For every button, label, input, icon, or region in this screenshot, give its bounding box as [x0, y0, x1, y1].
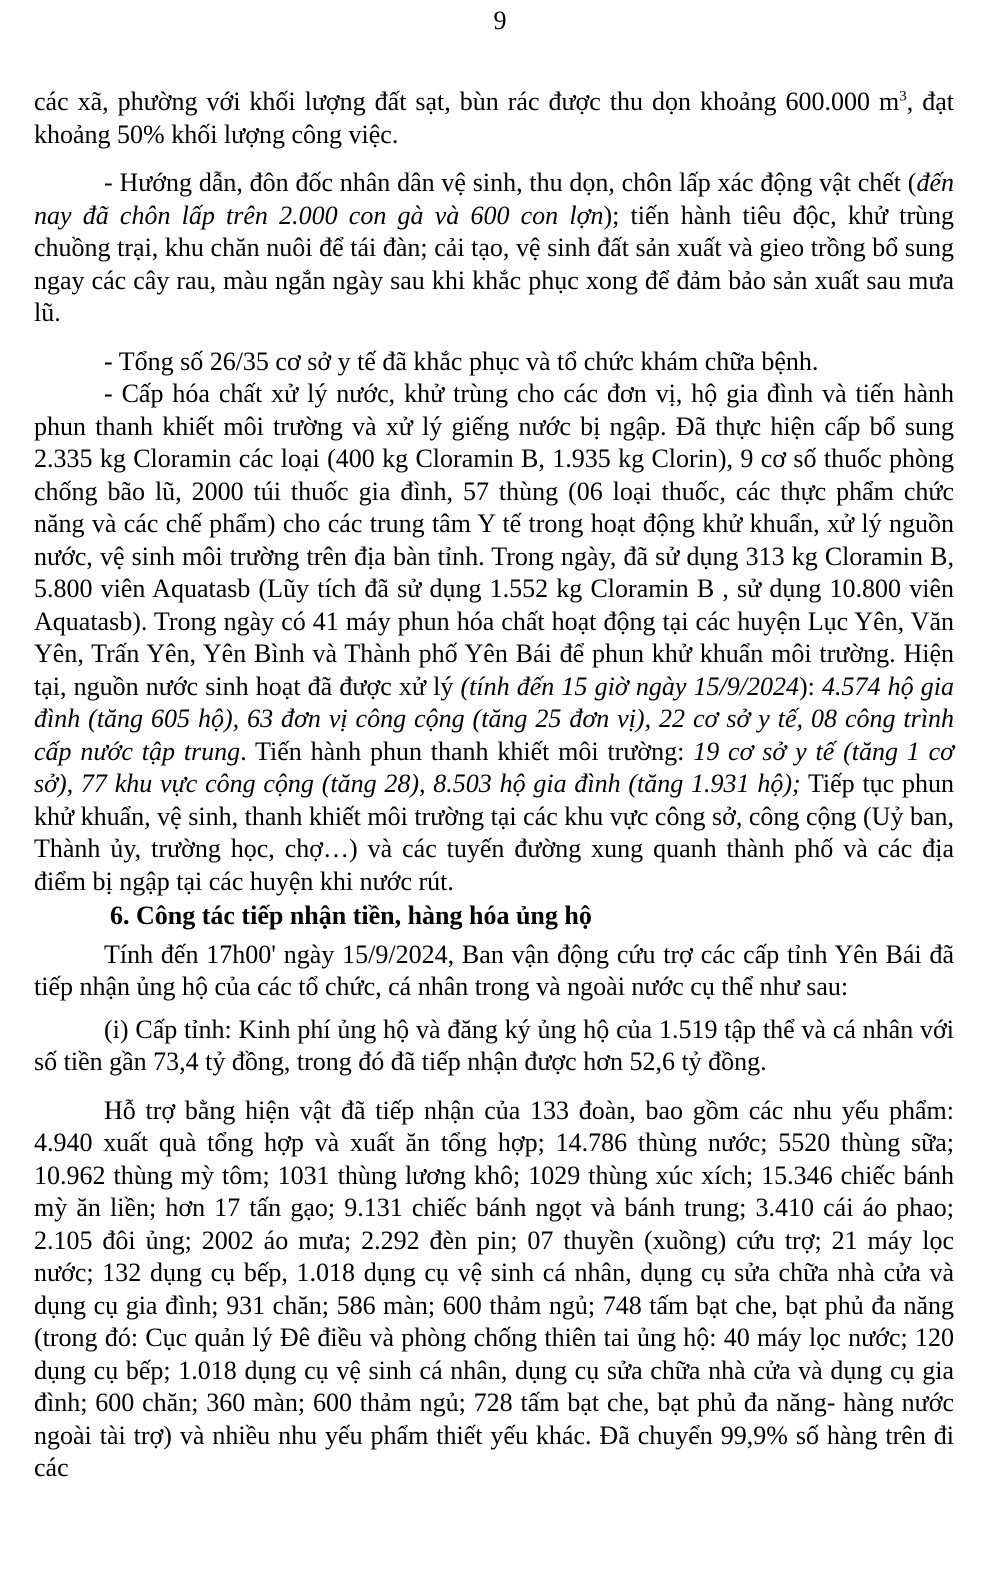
italic-text: 4.574 hộ gia đình (tăng 605 hộ), 63 đơn vị công cộng (tăng 25 đơn vị), 22 cơ sở y tế, 08 công trình cấp nước tập trung: [34, 671, 954, 766]
document-body: [34, 86, 954, 1485]
text-run: Hỗ trợ bằng hiện vật đã tiếp nhận của 133 đoàn, bao gồm các nhu yếu phẩm: 4.940 xuất quà tổng hợp và xuất ăn tổng hợp; 14.786 thùng nước; 5520 thùng sữa; 10.962 thùng mỳ tôm; 1031 thùng lương khô; 1029 thùng xúc xích; 15.346 chiếc bánh mỳ ăn liền; hơn 17 tấn gạo; 9.131 chiếc bánh ngọt và bánh trung; 3.410 cái áo phao; 2.105 đôi ủng; 2002 áo mưa; 2.292 đèn pin; 07 thuyền (xuồng) cứu trợ; 21 máy lọc nước; 132 dụng cụ bếp, 1.018 dụng cụ vệ sinh cá nhân, dụng cụ sửa chữa nhà cửa và dụng cụ gia đình; 931 chăn; 586 màn; 600 thảm ngủ; 748 tấm bạt che, bạt phủ đa năng (trong đó: Cục quản lý Đê điều và phòng chống thiên tai ủng hộ: 40 máy lọc nước; 120 dụng cụ bếp; 1.018 dụng cụ vệ sinh cá nhân, dụng cụ sửa chữa nhà cửa và dụng cụ gia đình; 600 chăn; 360 màn; 600 thảm ngủ; 728 tấm bạt che, bạt phủ đa năng- hàng nước ngoài tài trợ) và nhiều nhu yếu phẩm thiết yếu khác. Đã chuyển 99,9% số hàng trên đi các: [34, 1095, 954, 1482]
italic-text: 19 cơ sở y tế (tăng 1 cơ sở), 77 khu vực công cộng (tăng 28), 8.503 hộ gia đình (tăng 1.931 hộ);: [34, 736, 955, 798]
text-run: ); tiến hành tiêu độc, khử trùng chuồng trại, khu chăn nuôi để tái đàn; cải tạo, vệ sinh đất sản xuất và gieo trồng bổ sung ngay các cây rau, màu ngắn ngày sau khi khắc phục xong để đảm bảo sản xuất sau mưa lũ.: [34, 200, 954, 327]
text-run: (i) Cấp tỉnh: Kinh phí ủng hộ và đăng ký ủng hộ của 1.519 tập thể và cá nhân với số tiền gần 73,4 tỷ đồng, trong đó đã tiếp nhận được hơn 52,6 tỷ đồng.: [34, 1014, 954, 1076]
paragraph-chemical-supply: [34, 378, 954, 898]
section-heading: 6. Công tác tiếp nhận tiền, hàng hóa ủng hộ: [110, 901, 592, 930]
text-run: - Hướng dẫn, đôn đốc nhân dân vệ sinh, thu dọn, chôn lấp xác động vật chết (: [104, 168, 917, 197]
paragraph-earth-cleanup: [34, 86, 954, 151]
page-number: 9: [493, 6, 507, 35]
paragraph-provincial-funds: [34, 1014, 954, 1079]
text-run: - Tổng số 26/35 cơ sở y tế đã khắc phục và tổ chức khám chữa bệnh.: [104, 346, 819, 376]
paragraph-receipt-summary: [34, 939, 954, 1004]
superscript: 3: [899, 88, 907, 105]
paragraph-health-facilities: [34, 346, 954, 379]
text-run: Tiếp tục phun khử khuẩn, vệ sinh, thanh khiết môi trường tại các khu vực công sở, công cộng (Uỷ ban, Thành ủy, trường học, chợ…) và các tuyến đường xung quanh thành phố và các địa điểm bị ngập tại các huyện khi nước rút.: [34, 769, 955, 896]
text-run: - Cấp hóa chất xử lý nước, khử trùng cho các đơn vị, hộ gia đình và tiến hành phun thanh khiết môi trường và xử lý giếng nước bị ngập. Đã thực hiện cấp bổ sung 2.335 kg Cloramin các loại (400 kg Cloramin B, 1.935 kg Clorin), 9 cơ số thuốc phòng chống bão lũ, 2000 túi thuốc gia đình, 57 thùng (06 loại thuốc, các thực phẩm chức năng và các chế phẩm) cho các trung tâm Y tế trong hoạt động khử khuẩn, xử lý nguồn nước, vệ sinh môi trường trên địa bàn tỉnh. Trong ngày, đã sử dụng 313 kg Cloramin B, 5.800 viên Aquatasb (Lũy tích đã sử dụng 1.552 kg Cloramin B , sử dụng 10.800 viên Aquatasb). Trong ngày có 41 máy phun hóa chất hoạt động tại các huyện Lục Yên, Văn Yên, Trấn Yên, Yên Bình và Thành phố Yên Bái để phun khử khuẩn môi trường. Hiện tại, nguồn nước sinh hoạt đã được xử lý: [34, 379, 954, 701]
paragraph-in-kind-support: [34, 1095, 954, 1485]
text-run: Tính đến 17h00' ngày 15/9/2024, Ban vận động cứu trợ các cấp tỉnh Yên Bái đã tiếp nhận ủng hộ của các tổ chức, cá nhân trong và ngoài nước cụ thể như sau:: [34, 939, 954, 1001]
italic-text: (tính đến 15 giờ ngày 15/9/2024: [460, 671, 799, 701]
text-run: các xã, phường với khối lượng đất sạt, bùn rác được thu dọn khoảng 600.000 m: [34, 87, 900, 116]
text-run: . Tiến hành phun thanh khiết môi trường:: [240, 736, 694, 766]
paragraph-animal-disposal: [34, 167, 954, 330]
text-run: , đạt khoảng 50% khối lượng công việc.: [34, 87, 954, 149]
text-run: ):: [798, 671, 822, 701]
italic-text: đến nay đã chôn lấp trên 2.000 con gà và 600 con lợn: [34, 168, 954, 230]
